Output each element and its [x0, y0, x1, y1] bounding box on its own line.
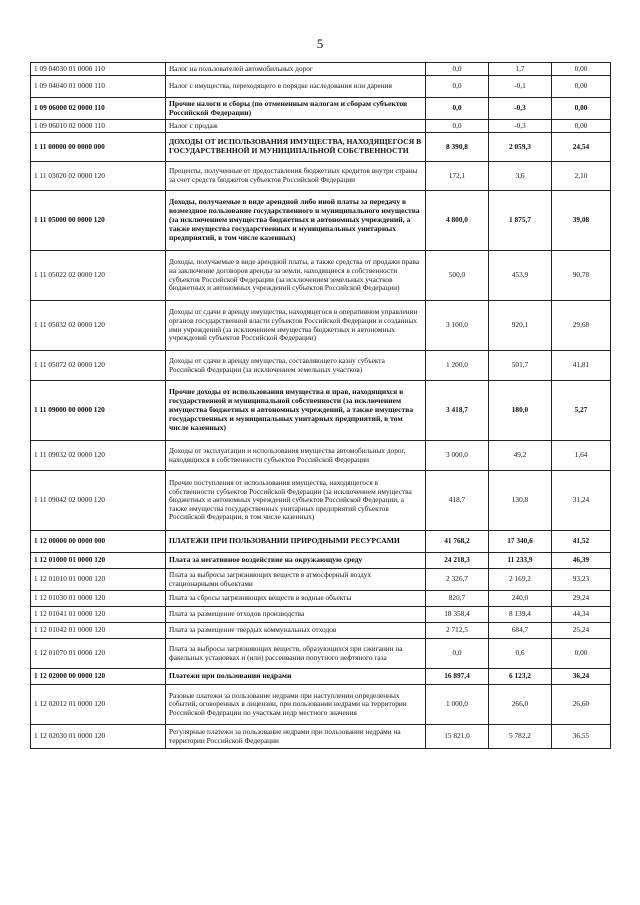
income-name-cell: ПЛАТЕЖИ ПРИ ПОЛЬЗОВАНИИ ПРИРОДНЫМИ РЕСУРСАМИ	[166, 531, 426, 553]
percent-value-cell: 31,24	[552, 471, 611, 531]
actual-value-cell: 11 233,9	[489, 553, 552, 569]
table-row	[31, 98, 611, 120]
table-row	[31, 639, 611, 669]
actual-value-cell: 17 340,6	[489, 531, 552, 553]
actual-value-cell: 453,9	[489, 251, 552, 301]
table-row	[31, 623, 611, 639]
budget-code-cell: 1 11 05000 00 0000 120	[31, 191, 166, 251]
percent-value-cell: 0,00	[552, 639, 611, 669]
table-row	[31, 381, 611, 441]
percent-value-cell: 29,24	[552, 591, 611, 607]
budget-code-cell: 1 12 02012 01 0000 120	[31, 685, 166, 725]
percent-value-cell: 0,00	[552, 98, 611, 120]
table-row	[31, 531, 611, 553]
percent-value-cell: 24,54	[552, 133, 611, 162]
plan-value-cell: 3 418,7	[426, 381, 489, 441]
income-name-cell: Налог на пользователей автомобильных дорог	[166, 63, 426, 76]
table-row	[31, 553, 611, 569]
income-name-cell: Прочие доходы от использования имущества и прав, находящихся в государственной и муниципальной собственности (за исключением имущества бюджетных и автономных учреждений, а также имущества государственных и муниципальных унитарных предприятий, в том числе казенных)	[166, 381, 426, 441]
actual-value-cell: 3,6	[489, 162, 552, 191]
plan-value-cell: 16 897,4	[426, 669, 489, 685]
income-name-cell: Плата за размещение отходов производства	[166, 607, 426, 623]
budget-code-cell: 1 11 03020 02 0000 120	[31, 162, 166, 191]
percent-value-cell: 44,34	[552, 607, 611, 623]
income-name-cell: ДОХОДЫ ОТ ИСПОЛЬЗОВАНИЯ ИМУЩЕСТВА, НАХОДЯЩЕГОСЯ В ГОСУДАРСТВЕННОЙ И МУНИЦИПАЛЬНОЙ СОБСТВЕННОСТИ	[166, 133, 426, 162]
percent-value-cell: 36,55	[552, 725, 611, 749]
budget-code-cell: 1 11 05072 02 0000 120	[31, 351, 166, 381]
income-name-cell: Доходы от сдачи в аренду имущества, составляющего казну субъекта Российской Федерации (за исключением земельных участков)	[166, 351, 426, 381]
income-name-cell: Налог с продаж	[166, 120, 426, 133]
income-name-cell: Доходы от сдачи в аренду имущества, находящегося в оперативном управлении органов государственной власти субъектов Российской Федерации и созданных ими учреждений (за исключением имущества бюджетных и автономных учреждений субъектов Российской Федерации)	[166, 301, 426, 351]
plan-value-cell: 1 200,0	[426, 351, 489, 381]
table-row	[31, 191, 611, 251]
income-name-cell: Плата за размещение твердых коммунальных отходов	[166, 623, 426, 639]
actual-value-cell: 920,1	[489, 301, 552, 351]
actual-value-cell: 49,2	[489, 441, 552, 471]
table-row	[31, 63, 611, 76]
table-row	[31, 471, 611, 531]
plan-value-cell: 1 000,0	[426, 685, 489, 725]
income-name-cell: Проценты, полученные от предоставления бюджетных кредитов внутри страны за счет средств бюджетов субъектов Российской Федерации	[166, 162, 426, 191]
plan-value-cell: 500,0	[426, 251, 489, 301]
budget-table	[30, 62, 611, 749]
plan-value-cell: 4 800,0	[426, 191, 489, 251]
actual-value-cell: 180,0	[489, 381, 552, 441]
income-name-cell: Разовые платежи за пользование недрами при наступлении определенных событий, оговоренных в лицензии, при пользовании недрами на территории Российской Федерации по участкам недр местного значения	[166, 685, 426, 725]
budget-table-body	[31, 63, 611, 749]
budget-code-cell: 1 11 05022 02 0000 120	[31, 251, 166, 301]
percent-value-cell: 29,68	[552, 301, 611, 351]
percent-value-cell: 26,60	[552, 685, 611, 725]
actual-value-cell: 1,7	[489, 63, 552, 76]
income-name-cell: Регулярные платежи за пользование недрами при пользовании недрами на территории Российской Федерации	[166, 725, 426, 749]
plan-value-cell: 15 821,0	[426, 725, 489, 749]
plan-value-cell: 18 358,4	[426, 607, 489, 623]
percent-value-cell: 0,00	[552, 120, 611, 133]
percent-value-cell: 93,23	[552, 569, 611, 591]
table-row	[31, 725, 611, 749]
table-row	[31, 133, 611, 162]
budget-code-cell: 1 12 01041 01 0000 120	[31, 607, 166, 623]
actual-value-cell: -0,3	[489, 98, 552, 120]
plan-value-cell: 418,7	[426, 471, 489, 531]
income-name-cell: Платежи при пользовании недрами	[166, 669, 426, 685]
actual-value-cell: 6 123,2	[489, 669, 552, 685]
percent-value-cell: 0,00	[552, 76, 611, 98]
actual-value-cell: -0,1	[489, 76, 552, 98]
income-name-cell: Налог с имущества, переходящего в порядке наследования или дарения	[166, 76, 426, 98]
table-row	[31, 607, 611, 623]
percent-value-cell: 41,81	[552, 351, 611, 381]
plan-value-cell: 0,0	[426, 76, 489, 98]
table-row	[31, 351, 611, 381]
actual-value-cell: 240,0	[489, 591, 552, 607]
plan-value-cell: 3 000,0	[426, 441, 489, 471]
actual-value-cell: 501,7	[489, 351, 552, 381]
actual-value-cell: 1 875,7	[489, 191, 552, 251]
income-name-cell: Доходы от эксплуатации и использования имущества автомобильных дорог, находящихся в собственности субъектов Российской Федерации	[166, 441, 426, 471]
income-name-cell: Плата за выбросы загрязняющих веществ, образующихся при сжигании на факельных установках и (или) рассеивании попутного нефтяного газа	[166, 639, 426, 669]
percent-value-cell: 46,39	[552, 553, 611, 569]
percent-value-cell: 0,00	[552, 63, 611, 76]
budget-code-cell: 1 11 09000 00 0000 120	[31, 381, 166, 441]
table-row	[31, 301, 611, 351]
percent-value-cell: 36,24	[552, 669, 611, 685]
actual-value-cell: 266,0	[489, 685, 552, 725]
page-number: 5	[316, 36, 324, 51]
table-row	[31, 669, 611, 685]
percent-value-cell: 90,78	[552, 251, 611, 301]
budget-code-cell: 1 09 06010 02 0000 110	[31, 120, 166, 133]
actual-value-cell: 8 139,4	[489, 607, 552, 623]
budget-code-cell: 1 09 06000 02 0000 110	[31, 98, 166, 120]
table-row	[31, 162, 611, 191]
budget-code-cell: 1 12 00000 00 0000 000	[31, 531, 166, 553]
plan-value-cell: 2 326,7	[426, 569, 489, 591]
plan-value-cell: 2 712,5	[426, 623, 489, 639]
plan-value-cell: 0,0	[426, 98, 489, 120]
budget-code-cell: 1 12 02030 01 0000 120	[31, 725, 166, 749]
budget-code-cell: 1 12 01042 01 0000 120	[31, 623, 166, 639]
table-row	[31, 251, 611, 301]
budget-code-cell: 1 11 00000 00 0000 000	[31, 133, 166, 162]
plan-value-cell: 24 218,3	[426, 553, 489, 569]
budget-code-cell: 1 11 05032 02 0000 120	[31, 301, 166, 351]
budget-code-cell: 1 12 01070 01 0000 120	[31, 639, 166, 669]
percent-value-cell: 2,10	[552, 162, 611, 191]
income-name-cell: Прочие поступления от использования имущества, находящегося в собственности субъектов Российской Федерации (за исключением имущества бюджетных и автономных учреждений субъектов Российской Федерации, а также имущества государственных унитарных предприятий субъектов Российской Федерации, в том числе казенных)	[166, 471, 426, 531]
plan-value-cell: 0,0	[426, 63, 489, 76]
income-name-cell: Плата за сбросы загрязняющих веществ в водные объекты	[166, 591, 426, 607]
table-row	[31, 569, 611, 591]
income-name-cell: Прочие налоги и сборы (по отмененным налогам и сборам субъектов Российской Федерации)	[166, 98, 426, 120]
actual-value-cell: 684,7	[489, 623, 552, 639]
budget-code-cell: 1 12 01030 01 0000 120	[31, 591, 166, 607]
percent-value-cell: 41,52	[552, 531, 611, 553]
table-row	[31, 120, 611, 133]
percent-value-cell: 1,64	[552, 441, 611, 471]
budget-code-cell: 1 12 02000 00 0000 120	[31, 669, 166, 685]
income-name-cell: Доходы, получаемые в виде арендной либо иной платы за передачу в возмездное пользование государственного и муниципального имущества (за исключением имущества бюджетных и автономных учреждений, а также имущества государственных и муниципальных унитарных предприятий, в том числе казенных)	[166, 191, 426, 251]
table-row	[31, 591, 611, 607]
actual-value-cell: 130,8	[489, 471, 552, 531]
actual-value-cell: -0,3	[489, 120, 552, 133]
budget-code-cell: 1 12 01010 01 0000 120	[31, 569, 166, 591]
income-name-cell: Плата за негативное воздействие на окружающую среду	[166, 553, 426, 569]
table-row	[31, 441, 611, 471]
plan-value-cell: 0,0	[426, 120, 489, 133]
table-row	[31, 76, 611, 98]
budget-code-cell: 1 11 09032 02 0000 120	[31, 441, 166, 471]
percent-value-cell: 5,27	[552, 381, 611, 441]
budget-code-cell: 1 11 09042 02 0000 120	[31, 471, 166, 531]
budget-code-cell: 1 09 04030 01 0000 110	[31, 63, 166, 76]
plan-value-cell: 820,7	[426, 591, 489, 607]
plan-value-cell: 172,1	[426, 162, 489, 191]
actual-value-cell: 5 782,2	[489, 725, 552, 749]
plan-value-cell: 3 100,0	[426, 301, 489, 351]
actual-value-cell: 2 169,2	[489, 569, 552, 591]
percent-value-cell: 25,24	[552, 623, 611, 639]
actual-value-cell: 2 059,3	[489, 133, 552, 162]
income-name-cell: Плата за выбросы загрязняющих веществ в атмосферный воздух стационарными объектами	[166, 569, 426, 591]
plan-value-cell: 41 768,2	[426, 531, 489, 553]
plan-value-cell: 0,0	[426, 639, 489, 669]
table-row	[31, 685, 611, 725]
plan-value-cell: 8 390,8	[426, 133, 489, 162]
income-name-cell: Доходы, получаемые в виде арендной платы, а также средства от продажи права на заключение договоров аренды за земли, находящиеся в собственности субъектов Российской Федерации (за исключением земельных участков бюджетных и автономных учреждений субъектов Российской Федерации)	[166, 251, 426, 301]
percent-value-cell: 39,08	[552, 191, 611, 251]
actual-value-cell: 0,6	[489, 639, 552, 669]
budget-code-cell: 1 09 04040 01 0000 110	[31, 76, 166, 98]
budget-code-cell: 1 12 01000 01 0000 120	[31, 553, 166, 569]
